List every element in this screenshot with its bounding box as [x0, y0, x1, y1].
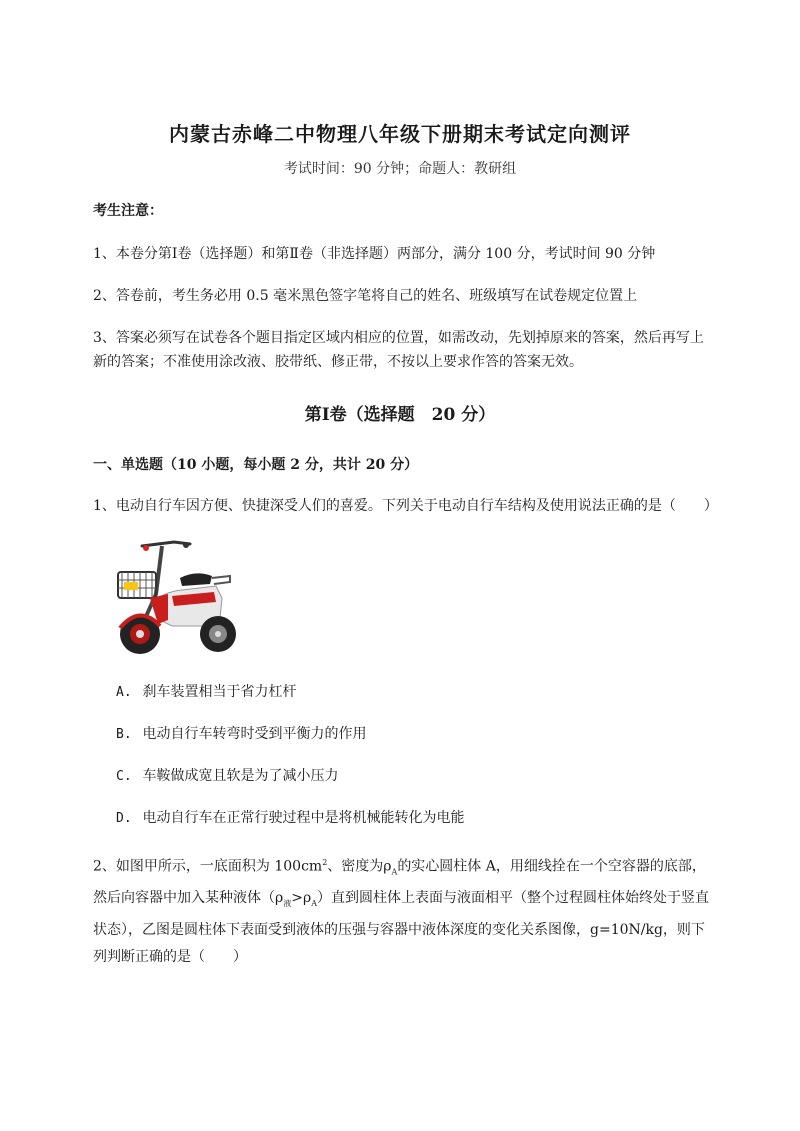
option-letter: A. [116, 685, 132, 700]
option-text: 车鞍做成宽且软是为了减小压力 [142, 768, 339, 784]
q2-text-gt: >ρ [291, 890, 312, 907]
question-1-option-d[interactable] [116, 806, 464, 831]
question-1-option-b[interactable] [116, 722, 366, 747]
exam-info: 考试时间：90 分钟；命题人：教研组 [283, 161, 517, 177]
option-letter: B. [116, 727, 132, 742]
notice-heading: 考生注意： [93, 203, 163, 219]
q2-text-4: ）直到圆柱体上表面与液面相平（整个过程圆柱体始终处于竖直状态），乙图是圆柱体下表面受到液体的压强与容器中液体深度的变化关系图像，g=10N/kg，则下列判断正确的是（ ） [93, 890, 709, 966]
question-1-stem: 1、电动自行车因方便、快捷深受人们的喜爱。下列关于电动自行车结构及使用说法正确的是（ ） [93, 498, 718, 514]
option-text: 刹车装置相当于省力杠杆 [142, 684, 297, 700]
question-1-option-a[interactable] [116, 680, 296, 705]
q2-subscript-a2: A [311, 899, 317, 909]
q2-text-1: 2、如图甲所示，一底面积为 100cm [93, 858, 323, 875]
option-letter: D. [116, 811, 132, 826]
notice-item-3: 3、答案必须写在试卷各个题目指定区域内相应的位置，如需改动，先划掉原来的答案，然后再写上新的答案；不准使用涂改液、胶带纸、修正带，不按以上要求作答的答案无效。 [93, 330, 704, 370]
section-title: 第Ⅰ卷（选择题 20 分） [304, 405, 496, 425]
option-text: 电动自行车转弯时受到平衡力的作用 [142, 726, 367, 742]
option-letter: C. [116, 769, 132, 784]
q2-subscript-liquid: 液 [283, 899, 292, 909]
q2-text-2: 、密度为ρ [327, 858, 392, 875]
option-text: 电动自行车在正常行驶过程中是将机械能转化为电能 [142, 810, 465, 826]
question-1-option-c[interactable] [116, 764, 338, 789]
question-2-stem [93, 849, 713, 971]
q2-superscript: 2 [322, 858, 328, 867]
electric-scooter-illustration [112, 534, 244, 662]
part-heading: 一、单选题（10 小题，每小题 2 分，共计 20 分） [93, 457, 419, 473]
q2-text-3: 的实心圆柱体 A，用细线拴在一个空容器的底部，然后向容器中加入某种液体（ρ [93, 858, 706, 907]
notice-item-1: 1、本卷分第Ⅰ卷（选择题）和第Ⅱ卷（非选择题）两部分，满分 100 分，考试时间 90 分钟 [93, 246, 656, 262]
q2-subscript-a: A [391, 867, 398, 877]
notice-item-2: 2、答卷前，考生务必用 0.5 毫米黑色签字笔将自己的姓名、班级填写在试卷规定位置上 [93, 288, 638, 304]
page-title: 内蒙古赤峰二中物理八年级下册期末考试定向测评 [169, 122, 631, 146]
